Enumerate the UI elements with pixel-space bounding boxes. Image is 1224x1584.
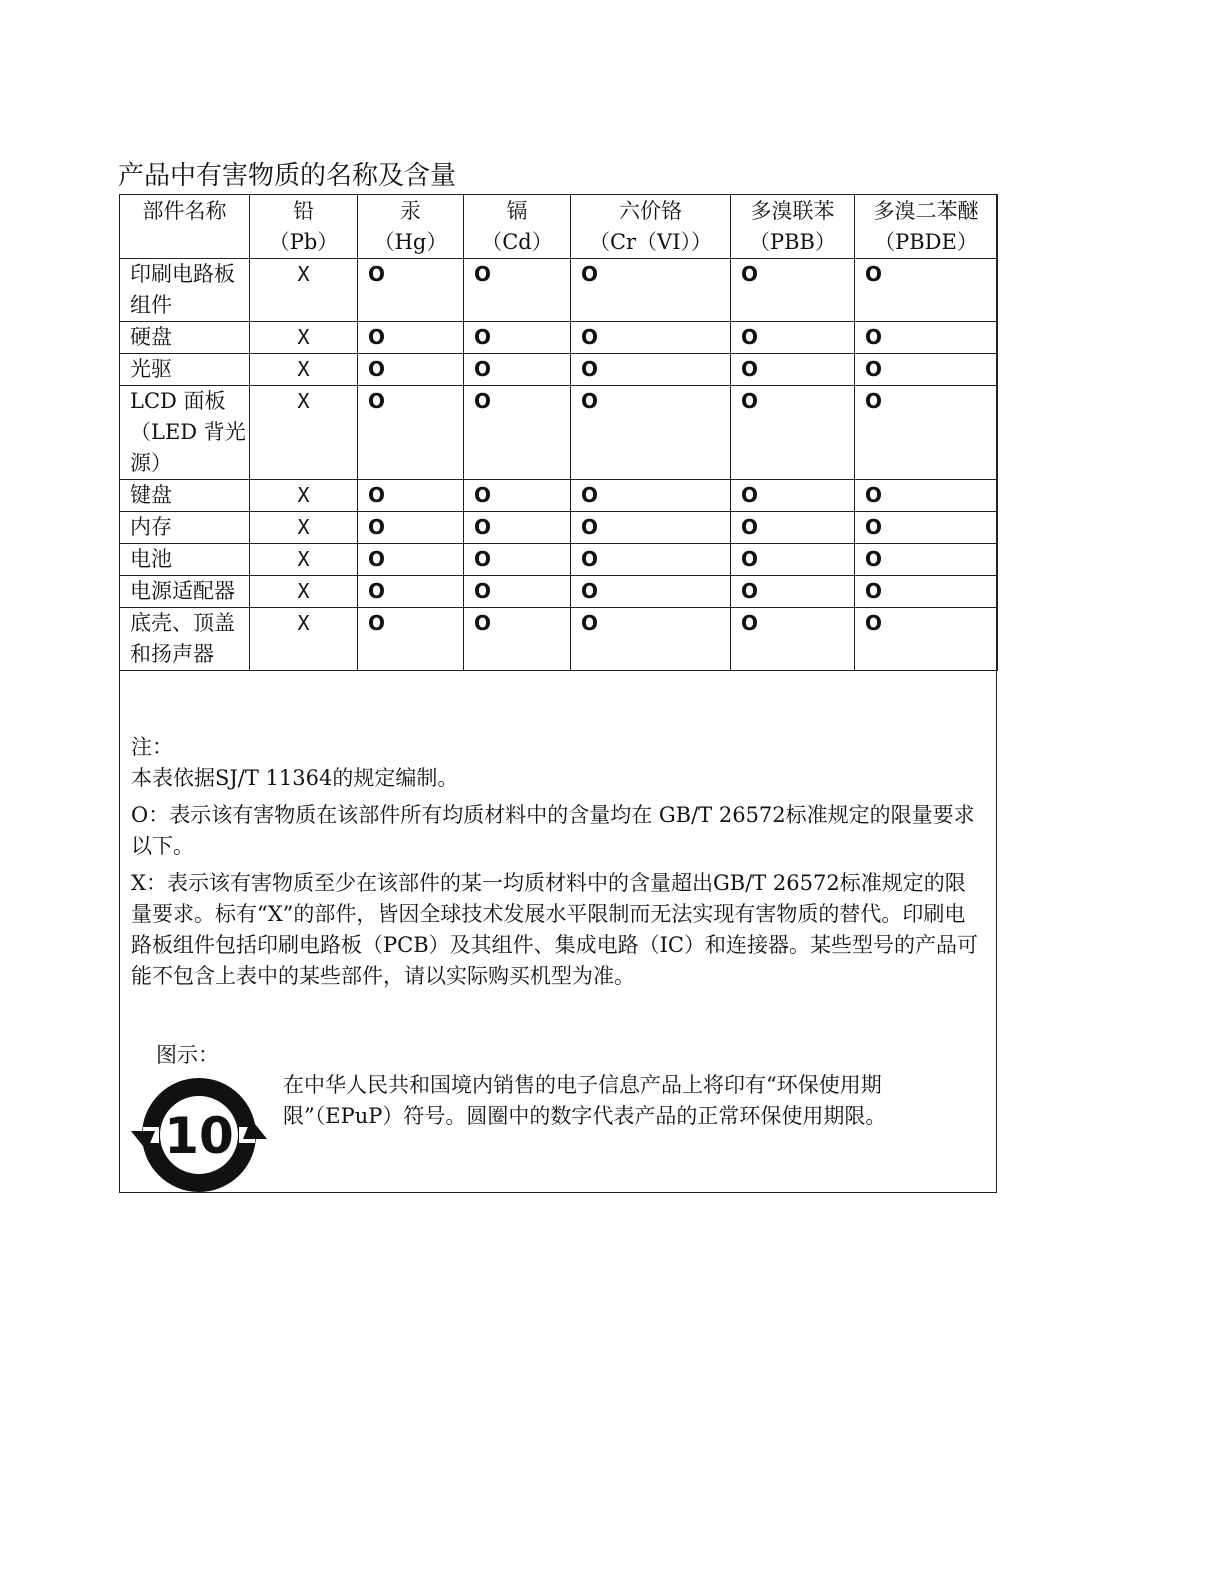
part-name-cell: 硬盘 xyxy=(120,322,250,354)
part-name-cell: 键盘 xyxy=(120,480,250,512)
substance-cell: O xyxy=(731,512,855,544)
substance-cell: O xyxy=(731,386,855,480)
table-row xyxy=(120,576,998,608)
header-cr6: 六价铬 （Cr（VI）） xyxy=(571,195,731,259)
substance-cell: O xyxy=(855,608,998,671)
substance-cell: O xyxy=(358,608,464,671)
table-row xyxy=(120,259,998,322)
substance-cell: O xyxy=(464,608,571,671)
hazardous-substances-table xyxy=(119,194,998,671)
substance-cell: O xyxy=(464,480,571,512)
substance-cell: O xyxy=(855,259,998,322)
substance-cell: O xyxy=(571,480,731,512)
header-part-name: 部件名称 xyxy=(120,195,250,259)
part-name-cell: 电源适配器 xyxy=(120,576,250,608)
substance-cell: X xyxy=(250,354,358,386)
part-name-cell: 内存 xyxy=(120,512,250,544)
table-row xyxy=(120,354,998,386)
table-header-row xyxy=(120,195,998,259)
substance-cell: O xyxy=(571,608,731,671)
substance-cell: X xyxy=(250,386,358,480)
table-row xyxy=(120,386,998,480)
table-row xyxy=(120,480,998,512)
substance-cell: O xyxy=(358,576,464,608)
substance-cell: O xyxy=(464,354,571,386)
header-pbb: 多溴联苯 （PBB） xyxy=(731,195,855,259)
substance-cell: X xyxy=(250,512,358,544)
substance-cell: O xyxy=(731,480,855,512)
substance-cell: O xyxy=(731,544,855,576)
substance-cell: O xyxy=(855,512,998,544)
notes-standard: 本表依据SJ/T 11364的规定编制。 xyxy=(131,766,459,790)
notes-x-definition: X：表示该有害物质至少在该部件的某一均质材料中的含量超出GB/T 26572标准规定的限量要求。标有“X”的部件，皆因全球技术发展水平限制而无法实现有害物质的替代。印刷电路板组件包括印刷电路板（PCB）及其组件、集成电路（IC）和连接器。某些型号的产品可能不包含上表中的某些部件，请以实际购买机型为准。 xyxy=(131,871,978,988)
header-pb: 铅 （Pb） xyxy=(250,195,358,259)
substance-cell: X xyxy=(250,322,358,354)
substance-cell: O xyxy=(358,354,464,386)
substance-cell: O xyxy=(855,576,998,608)
substance-cell: X xyxy=(250,544,358,576)
part-name-cell: 印刷电路板组件 xyxy=(120,259,250,322)
header-hg: 汞 （Hg） xyxy=(358,195,464,259)
substance-cell: O xyxy=(571,576,731,608)
notes-o-definition: O：表示该有害物质在该部件所有均质材料中的含量均在 GB/T 26572标准规定的限量要求以下。 xyxy=(131,803,975,858)
substance-cell: O xyxy=(571,354,731,386)
header-cd: 镉 （Cd） xyxy=(464,195,571,259)
substance-cell: O xyxy=(731,259,855,322)
substance-cell: O xyxy=(464,259,571,322)
notes-section xyxy=(131,732,981,992)
substance-cell: O xyxy=(571,322,731,354)
substance-cell: O xyxy=(358,544,464,576)
part-name-cell: 电池 xyxy=(120,544,250,576)
substance-cell: O xyxy=(464,386,571,480)
substance-cell: X xyxy=(250,480,358,512)
substance-cell: O xyxy=(731,354,855,386)
substance-cell: O xyxy=(855,386,998,480)
epup-recycle-icon xyxy=(129,1075,269,1195)
substance-cell: O xyxy=(358,480,464,512)
substance-cell: O xyxy=(464,544,571,576)
substance-cell: O xyxy=(855,354,998,386)
substance-cell: X xyxy=(250,608,358,671)
substance-cell: O xyxy=(464,512,571,544)
table-row xyxy=(120,322,998,354)
legend-description: 在中华人民共和国境内销售的电子信息产品上将印有“环保使用期限”（EPuP）符号。圆圈中的数字代表产品的正常环保使用期限。 xyxy=(283,1073,887,1128)
substance-cell: O xyxy=(855,322,998,354)
substance-cell: O xyxy=(358,322,464,354)
legend-label: 图示： xyxy=(156,1043,219,1067)
part-name-cell: LCD 面板（LED 背光源） xyxy=(120,386,250,480)
substance-cell: O xyxy=(731,608,855,671)
substance-cell: O xyxy=(571,512,731,544)
substance-cell: O xyxy=(358,512,464,544)
table-row xyxy=(120,512,998,544)
notes-heading: 注： xyxy=(131,735,173,759)
substance-cell: O xyxy=(464,576,571,608)
part-name-cell: 光驱 xyxy=(120,354,250,386)
substance-cell: O xyxy=(855,544,998,576)
substance-cell: X xyxy=(250,576,358,608)
substance-cell: O xyxy=(571,386,731,480)
table-row xyxy=(120,544,998,576)
substance-cell: O xyxy=(358,386,464,480)
epup-number: 10 xyxy=(164,1107,234,1165)
substance-cell: O xyxy=(855,480,998,512)
table-row xyxy=(120,608,998,671)
substance-cell: O xyxy=(571,544,731,576)
substance-cell: O xyxy=(464,322,571,354)
page-title: 产品中有害物质的名称及含量 xyxy=(118,161,457,191)
substance-cell: O xyxy=(571,259,731,322)
header-pbde: 多溴二苯醚 （PBDE） xyxy=(855,195,998,259)
substance-cell: O xyxy=(731,322,855,354)
substance-cell: O xyxy=(358,259,464,322)
part-name-cell: 底壳、顶盖和扬声器 xyxy=(120,608,250,671)
substance-cell: O xyxy=(731,576,855,608)
substance-cell: X xyxy=(250,259,358,322)
